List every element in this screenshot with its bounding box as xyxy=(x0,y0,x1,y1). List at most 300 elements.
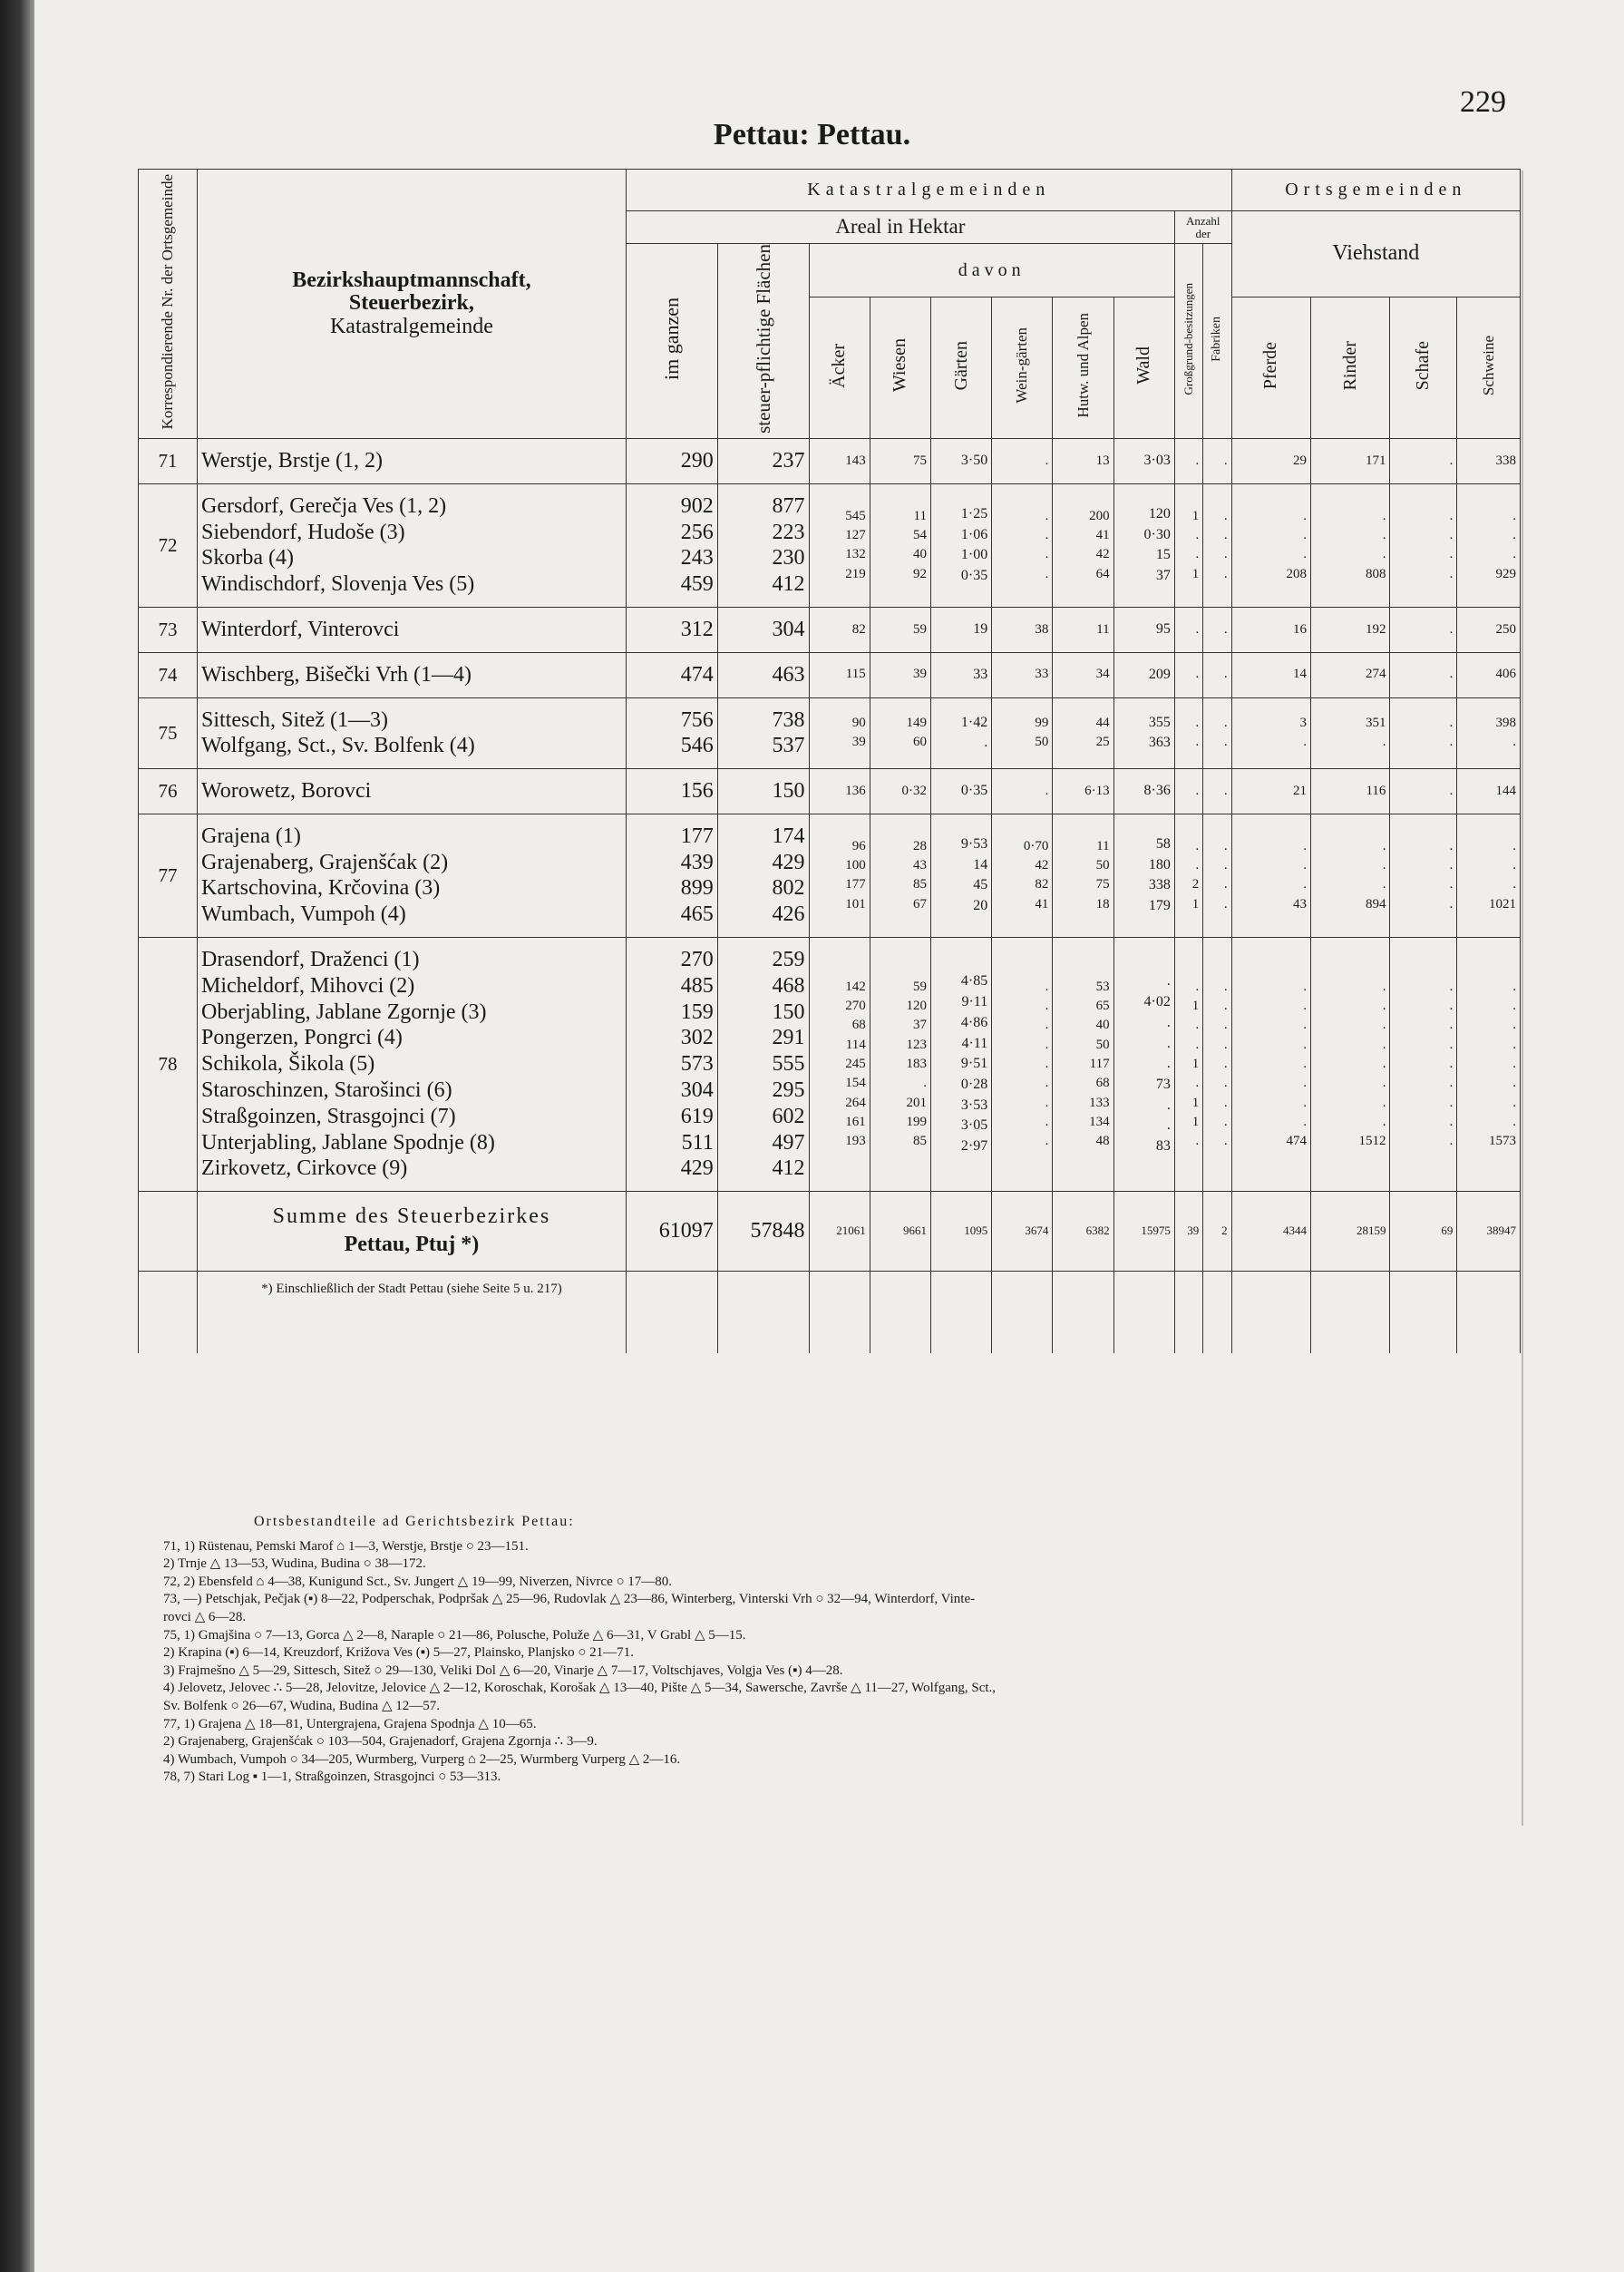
municipality-names xyxy=(197,938,626,1192)
table-row xyxy=(139,438,1521,483)
value-cell xyxy=(870,769,930,814)
cell-value: . xyxy=(1045,999,1049,1014)
cell-value: 9·11 xyxy=(961,994,988,1010)
col-fabriken: Fabriken xyxy=(1203,244,1231,439)
value-cell xyxy=(1203,438,1231,483)
municipality-name: Kartschovina, Krčovina (3) xyxy=(200,876,441,901)
municipality-name: Siebendorf, Hudoše (3) xyxy=(200,520,405,544)
cell-value: 1·25 xyxy=(960,505,988,522)
cell-value: 555 xyxy=(772,1052,805,1077)
cell-value: 902 xyxy=(680,493,714,518)
cell-value: 150 xyxy=(772,779,805,804)
cell-value: 738 xyxy=(772,707,805,732)
value-cell xyxy=(1174,607,1202,652)
row-number: 74 xyxy=(139,652,198,697)
cell-value: 1 xyxy=(1191,999,1200,1014)
municipality-name: Unterjabling, Jablane Spodnje (8) xyxy=(200,1130,495,1155)
cell-value: 355 xyxy=(1148,714,1171,730)
cell-value: . xyxy=(1045,453,1049,468)
cell-value: . xyxy=(1223,667,1228,682)
cell-value: 41 xyxy=(1095,528,1110,543)
municipality-name: Windischdorf, Slovenja Ves (5) xyxy=(200,572,475,597)
cell-value: 485 xyxy=(680,973,714,998)
cell-value: 295 xyxy=(772,1078,805,1103)
municipality-name: Staroschinzen, Starošinci (6) xyxy=(200,1078,452,1103)
cell-value: . xyxy=(1045,528,1049,543)
cell-value: 0·70 xyxy=(1023,838,1049,853)
cell-value: . xyxy=(1195,1076,1200,1091)
cell-value: 53 xyxy=(1095,979,1110,994)
cell-value: 11 xyxy=(1096,838,1110,853)
cell-value: 929 xyxy=(1495,566,1516,581)
cell-value: 200 xyxy=(1089,508,1110,523)
cell-value: 511 xyxy=(681,1130,714,1155)
col-pferde: Pferde xyxy=(1231,297,1310,439)
municipality-names xyxy=(197,438,626,483)
row-number: 71 xyxy=(139,438,198,483)
value-cell xyxy=(1053,814,1113,937)
cell-value: 3·53 xyxy=(960,1097,988,1113)
value-cell xyxy=(930,697,991,769)
cell-value: . xyxy=(1512,1057,1516,1072)
cell-value: 256 xyxy=(680,520,714,544)
cell-value: . xyxy=(1512,528,1516,543)
cell-value: 3·03 xyxy=(1143,452,1171,468)
cell-value: . xyxy=(1512,999,1516,1014)
municipality-name: Wumbach, Vumpoh (4) xyxy=(200,902,406,927)
cell-value: . xyxy=(1195,453,1200,468)
cell-value: . xyxy=(1382,1076,1386,1091)
value-cell xyxy=(1390,814,1457,937)
municipality-name: Drasendorf, Draženci (1) xyxy=(200,948,420,972)
row-number: 78 xyxy=(139,938,198,1192)
cell-value: 58 xyxy=(1155,836,1171,853)
statistics-table xyxy=(138,169,1521,1353)
cell-value: 39 xyxy=(912,667,927,682)
cell-value: . xyxy=(1382,1018,1386,1033)
value-cell xyxy=(992,652,1053,697)
cell-value: 9·51 xyxy=(960,1056,988,1072)
cell-value: 68 xyxy=(1095,1076,1110,1091)
cell-value: . xyxy=(1449,528,1454,543)
cell-value: 3 xyxy=(1299,716,1308,730)
value-cell xyxy=(1203,652,1231,697)
cell-value: 179 xyxy=(1148,898,1171,914)
sum-value: 1095 xyxy=(930,1192,991,1271)
cell-value: 426 xyxy=(772,902,805,927)
cell-value: 19 xyxy=(973,620,988,637)
cell-value: . xyxy=(1449,838,1454,853)
cell-value: 243 xyxy=(680,546,714,570)
header-nr: Korrespondierende Nr. der Ortsgemeinde xyxy=(139,170,198,439)
footnote-row xyxy=(139,1271,1521,1353)
cell-value: 1·42 xyxy=(960,714,988,730)
cell-value: . xyxy=(1303,1018,1308,1033)
cell-value: 1573 xyxy=(1489,1134,1516,1149)
note-line: 78, 7) Stari Log ▪ 1—1, Straßgoinzen, Strasgojnci ○ 53—313. xyxy=(163,1770,501,1785)
cell-value: 459 xyxy=(680,572,714,597)
cell-value: 34 xyxy=(1095,667,1110,682)
municipality-name: Sittesch, Sitež (1—3) xyxy=(200,707,388,732)
cell-value: 8·36 xyxy=(1143,783,1171,799)
cell-value: . xyxy=(1303,1057,1308,1072)
cell-value: . xyxy=(1449,621,1454,637)
row-number: 72 xyxy=(139,483,198,607)
value-cell xyxy=(930,607,991,652)
cell-value: . xyxy=(1223,1095,1228,1110)
cell-value: 159 xyxy=(680,999,714,1024)
cell-value: 21 xyxy=(1293,783,1308,798)
cell-value: 48 xyxy=(1095,1134,1110,1149)
cell-value: . xyxy=(1195,1037,1200,1052)
cell-value: 75 xyxy=(912,453,927,468)
cell-value: . xyxy=(1449,667,1454,682)
municipality-name: Worowetz, Borovci xyxy=(200,779,372,804)
cell-value: . xyxy=(1223,1114,1228,1129)
page-title: Pettau: Pettau. xyxy=(713,118,911,151)
cell-value: . xyxy=(1223,621,1228,637)
value-cell xyxy=(1311,607,1390,652)
note-line: Sv. Bolfenk ○ 26—67, Wudina, Budina △ 12—57. xyxy=(163,1698,440,1713)
cell-value: 1·00 xyxy=(960,547,988,563)
value-cell xyxy=(1390,938,1457,1192)
cell-value: . xyxy=(1512,1018,1516,1033)
cell-value: 90 xyxy=(851,716,866,730)
cell-value: . xyxy=(1195,667,1200,682)
cell-value: 14 xyxy=(973,856,988,873)
value-cell xyxy=(930,652,991,697)
cell-value: 136 xyxy=(845,783,866,798)
cell-value: 85 xyxy=(912,1134,927,1149)
sum-value: 69 xyxy=(1390,1192,1457,1271)
value-cell xyxy=(1053,769,1113,814)
cell-value: 1 xyxy=(1191,896,1200,912)
cell-value: . xyxy=(1303,1076,1308,1091)
cell-value: . xyxy=(1382,1114,1386,1129)
municipality-name: Straßgoinzen, Strasgojnci (7) xyxy=(200,1104,456,1128)
cell-value: 0·28 xyxy=(960,1077,988,1093)
cell-value: 0·35 xyxy=(960,568,988,584)
cell-value: . xyxy=(1449,1076,1454,1091)
cell-value: 60 xyxy=(912,735,927,750)
header-viehstand: Viehstand xyxy=(1231,211,1520,297)
header-areal: Areal in Hektar xyxy=(626,211,1174,244)
table-body xyxy=(139,438,1521,1352)
cell-value: . xyxy=(1223,566,1228,581)
cell-value: 85 xyxy=(912,877,927,892)
cell-value: . xyxy=(1223,838,1228,853)
cell-value: 59 xyxy=(912,621,927,637)
cell-value: 43 xyxy=(912,858,927,873)
cell-value: 156 xyxy=(680,779,714,804)
cell-value: . xyxy=(1449,896,1454,912)
cell-value: 474 xyxy=(680,662,714,687)
cell-value: . xyxy=(1382,1037,1386,1052)
cell-value: . xyxy=(1045,508,1049,523)
value-cell xyxy=(717,769,809,814)
cell-value: . xyxy=(1512,735,1516,750)
cell-value: . xyxy=(1449,1018,1454,1033)
cell-value: . xyxy=(1166,973,1171,990)
value-cell xyxy=(1390,483,1457,607)
sum-row xyxy=(139,1192,1521,1271)
municipality-names xyxy=(197,814,626,937)
header-name: Bezirkshauptmannschaft, Steuerbezirk, Katastralgemeinde xyxy=(197,170,626,439)
table-row xyxy=(139,483,1521,607)
cell-value: 44 xyxy=(1095,716,1110,730)
cell-value: 180 xyxy=(1148,856,1171,873)
cell-value: 50 xyxy=(1095,1037,1110,1052)
cell-value: 6·13 xyxy=(1084,783,1110,798)
value-cell xyxy=(717,938,809,1192)
cell-value: 412 xyxy=(772,572,805,597)
municipality-name: Winterdorf, Vinterovci xyxy=(200,617,400,641)
cell-value: . xyxy=(984,735,988,751)
value-cell xyxy=(1390,607,1457,652)
value-cell xyxy=(1311,769,1390,814)
table-row xyxy=(139,697,1521,769)
note-line: rovci △ 6—28. xyxy=(163,1609,247,1624)
cell-value: 116 xyxy=(1366,783,1386,798)
sum-value: 61097 xyxy=(626,1192,717,1271)
value-cell xyxy=(626,938,717,1192)
cell-value: . xyxy=(1223,735,1228,750)
value-cell xyxy=(809,697,870,769)
value-cell xyxy=(992,607,1053,652)
book-spine xyxy=(0,0,34,2272)
value-cell xyxy=(717,814,809,937)
cell-value: . xyxy=(1303,979,1308,994)
note-line: 2) Trnje △ 13—53, Wudina, Budina ○ 38—172. xyxy=(163,1556,426,1572)
cell-value: 270 xyxy=(845,999,866,1014)
cell-value: 351 xyxy=(1365,716,1386,730)
municipality-names xyxy=(197,607,626,652)
cell-value: . xyxy=(1449,453,1454,468)
sum-value: 28159 xyxy=(1311,1192,1390,1271)
value-cell xyxy=(1053,438,1113,483)
value-cell xyxy=(1113,652,1174,697)
cell-value: 250 xyxy=(1495,621,1516,637)
cell-value: . xyxy=(1382,528,1386,543)
cell-value: . xyxy=(1223,1018,1228,1033)
cell-value: 127 xyxy=(845,528,866,543)
cell-value: . xyxy=(1382,1057,1386,1072)
value-cell xyxy=(1231,652,1310,697)
note-line: 77, 1) Grajena △ 18—81, Untergrajena, Grajena Spodnja △ 10—65. xyxy=(163,1716,537,1731)
cell-value: . xyxy=(1195,858,1200,873)
cell-value: 101 xyxy=(845,896,866,912)
cell-value: 28 xyxy=(912,838,927,853)
cell-value: 3·05 xyxy=(960,1117,988,1134)
cell-value: 363 xyxy=(1148,735,1171,751)
cell-value: 756 xyxy=(680,707,714,732)
cell-value: 1021 xyxy=(1489,896,1516,912)
value-cell xyxy=(1113,607,1174,652)
cell-value: . xyxy=(1223,858,1228,873)
cell-value: 117 xyxy=(1089,1057,1110,1072)
cell-value: 219 xyxy=(845,566,866,581)
table-row xyxy=(139,769,1521,814)
cell-value: 142 xyxy=(845,979,866,994)
cell-value: 1 xyxy=(1191,1057,1200,1072)
cell-value: 474 xyxy=(1286,1134,1308,1149)
cell-value: 4·11 xyxy=(961,1035,988,1051)
header-katastral: Katastralgemeinden xyxy=(626,170,1231,211)
col-hutweiden: Hutw. und Alpen xyxy=(1053,297,1113,439)
value-cell xyxy=(870,438,930,483)
cell-value: 150 xyxy=(772,999,805,1024)
cell-value: . xyxy=(1223,453,1228,468)
table-row xyxy=(139,938,1521,1192)
cell-value: . xyxy=(1166,1117,1171,1134)
sum-value: 4344 xyxy=(1231,1192,1310,1271)
header-anzahl: Anzahl der xyxy=(1174,211,1231,244)
cell-value: 193 xyxy=(845,1134,866,1149)
cell-value: . xyxy=(1195,716,1200,730)
value-cell xyxy=(1311,814,1390,937)
value-cell xyxy=(1231,769,1310,814)
value-cell xyxy=(1457,938,1521,1192)
cell-value: . xyxy=(1382,1095,1386,1110)
cell-value: . xyxy=(1223,999,1228,1014)
municipality-name: Wolfgang, Sct., Sv. Bolfenk (4) xyxy=(200,734,475,758)
value-cell xyxy=(717,483,809,607)
value-cell xyxy=(1457,814,1521,937)
cell-value: 50 xyxy=(1095,858,1110,873)
cell-value: 37 xyxy=(912,1018,927,1033)
value-cell xyxy=(1231,607,1310,652)
value-cell xyxy=(1174,483,1202,607)
value-cell xyxy=(1457,607,1521,652)
value-cell xyxy=(1457,438,1521,483)
value-cell xyxy=(1203,814,1231,937)
value-cell xyxy=(1457,769,1521,814)
cell-value: . xyxy=(1303,1037,1308,1052)
value-cell xyxy=(1231,438,1310,483)
municipality-name: Pongerzen, Pongrci (4) xyxy=(200,1026,403,1050)
cell-value: 40 xyxy=(1095,1018,1110,1033)
value-cell xyxy=(870,814,930,937)
value-cell xyxy=(1113,483,1174,607)
cell-value: 465 xyxy=(680,902,714,927)
cell-value: . xyxy=(1045,979,1049,994)
value-cell xyxy=(1113,938,1174,1192)
cell-value: . xyxy=(1223,1037,1228,1052)
cell-value: 2 xyxy=(1191,877,1200,892)
value-cell xyxy=(1231,697,1310,769)
cell-value: . xyxy=(1512,508,1516,523)
cell-value: . xyxy=(1382,838,1386,853)
value-cell xyxy=(1231,938,1310,1192)
cell-value: . xyxy=(1045,1018,1049,1033)
cell-value: . xyxy=(1512,858,1516,873)
value-cell xyxy=(870,697,930,769)
cell-value: 429 xyxy=(772,850,805,874)
municipality-names xyxy=(197,769,626,814)
value-cell xyxy=(930,938,991,1192)
cell-value: . xyxy=(1512,1076,1516,1091)
cell-value: 143 xyxy=(845,453,866,468)
cell-value: 877 xyxy=(772,493,805,518)
municipality-name: Grajenaberg, Grajenšćak (2) xyxy=(200,850,449,874)
cell-value: . xyxy=(1195,528,1200,543)
cell-value: 134 xyxy=(1089,1114,1110,1129)
cell-value: . xyxy=(1449,1134,1454,1149)
cell-value: 41 xyxy=(1035,896,1049,912)
value-cell xyxy=(1457,652,1521,697)
value-cell xyxy=(626,438,717,483)
col-aecker: Äcker xyxy=(809,297,870,439)
value-cell xyxy=(626,697,717,769)
cell-value: 16 xyxy=(1293,621,1308,637)
value-cell xyxy=(992,483,1053,607)
value-cell xyxy=(809,814,870,937)
cell-value: 73 xyxy=(1155,1077,1171,1093)
value-cell xyxy=(870,607,930,652)
cell-value: . xyxy=(1512,1095,1516,1110)
cell-value: . xyxy=(1195,621,1200,637)
cell-value: 123 xyxy=(906,1037,927,1052)
cell-value: 18 xyxy=(1095,896,1110,912)
cell-value: . xyxy=(1195,979,1200,994)
cell-value: 171 xyxy=(1365,453,1386,468)
value-cell xyxy=(1203,607,1231,652)
cell-value: . xyxy=(1195,1134,1200,1149)
cell-value: . xyxy=(1303,1114,1308,1129)
municipality-names xyxy=(197,652,626,697)
col-im-ganzen: im ganzen xyxy=(626,244,717,439)
cell-value: 96 xyxy=(851,838,866,853)
municipality-name: Oberjabling, Jablane Zgornje (3) xyxy=(200,999,487,1024)
cell-value: 338 xyxy=(1495,453,1516,468)
cell-value: . xyxy=(1195,1018,1200,1033)
cell-value: . xyxy=(1303,858,1308,873)
cell-value: . xyxy=(1512,979,1516,994)
cell-value: . xyxy=(1223,783,1228,798)
cell-value: 808 xyxy=(1365,566,1386,581)
cell-value: 82 xyxy=(1035,877,1049,892)
cell-value: 1·06 xyxy=(960,526,988,542)
cell-value: . xyxy=(1449,1095,1454,1110)
cell-value: . xyxy=(1223,716,1228,730)
value-cell xyxy=(626,483,717,607)
cell-value: . xyxy=(1449,999,1454,1014)
value-cell xyxy=(1311,697,1390,769)
cell-value: 429 xyxy=(680,1156,714,1181)
cell-value: . xyxy=(1449,1114,1454,1129)
value-cell xyxy=(1174,814,1202,937)
cell-value: . xyxy=(1449,547,1454,562)
notes-section xyxy=(163,1513,1523,1787)
note-line: 75, 1) Gmajšina ○ 7—13, Gorca △ 2—8, Naraple ○ 21—86, Polusche, Poluže △ 6—31, V Grabl △ 5—15. xyxy=(163,1627,746,1643)
cell-value: 2·97 xyxy=(960,1138,988,1155)
cell-value: 11 xyxy=(913,508,927,523)
cell-value: 537 xyxy=(772,734,805,758)
cell-value: 290 xyxy=(680,448,714,473)
cell-value: . xyxy=(1303,999,1308,1014)
cell-value: 1 xyxy=(1191,508,1200,523)
cell-value: 439 xyxy=(680,850,714,874)
cell-value: . xyxy=(1303,528,1308,543)
value-cell xyxy=(1390,438,1457,483)
cell-value: . xyxy=(1223,528,1228,543)
cell-value: . xyxy=(1045,1037,1049,1052)
value-cell xyxy=(1053,607,1113,652)
cell-value: . xyxy=(1449,877,1454,892)
cell-value: 29 xyxy=(1293,453,1308,468)
cell-value: 149 xyxy=(906,716,927,730)
value-cell xyxy=(1457,697,1521,769)
